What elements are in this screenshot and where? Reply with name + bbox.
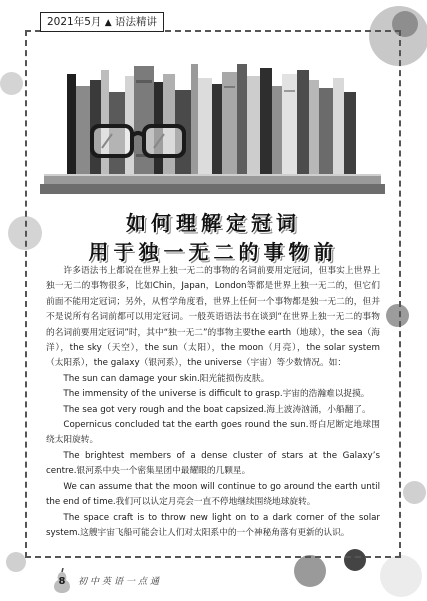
section-name: 语法精讲 (115, 16, 158, 28)
example-sentence: The sea got very rough and the boat capsized.海上波涛汹涌，小船翻了。 (63, 404, 371, 415)
decor-circle-bottom-mid (294, 555, 326, 587)
decor-circle-right-bottom (403, 481, 426, 504)
bookshelf-illustration (40, 50, 385, 198)
example-sentence: Copernicus concluded tat the earth goes round the sun.哥白尼断定地球围绕太阳旋转。 (46, 420, 380, 446)
article-title-line2: 用于独一无二的事物前 (88, 240, 339, 264)
section-header (40, 12, 164, 32)
decor-circle-bottom-right (380, 555, 422, 597)
article-title-line1: 如何理解定冠词 (126, 211, 301, 235)
example-sentence: The sun can damage your skin.阳光能损伤皮肤。 (63, 373, 270, 384)
page-number: 8 (58, 576, 66, 587)
decor-circle-left (0, 72, 23, 95)
decor-circle-bottom-left (6, 552, 26, 572)
publication-name: 初中英语一点通 (78, 577, 163, 587)
example-sentence: We can assume that the moon will continue to go around the earth until the end of time.我们可以认定月亮会一直不停地继续围绕地球旋转。 (46, 481, 380, 508)
paragraph-intro: 许多语法书上都说在世界上独一无二的事物的名词前要用定冠词，但事实上世界上独一无二的事物很多，比如Chin，Japan，London等都是世界上独一无二的，但它们前面不能用定冠词；另外，从哲学角度看，世界上任何一个事物都是独一无二的，但并不是说所有名词前都可以用定冠词。一般英语语法书在谈到“在世界上独一无二的事物的名词前要用定冠词”时，其中“独一无二”的事物主要the earth（地球），the sea（海洋），the sky（天空），the sun（太阳），the moon（月亮），the solar system（太阳系），the galaxy（银河系），the universe（宇宙）等少数情况。如： (46, 266, 380, 369)
article-body (46, 264, 380, 541)
issue-date: 2021年5月 (47, 16, 102, 28)
triangle-marker-icon: ▲ (104, 18, 112, 28)
example-sentence: The immensity of the universe is difficult to grasp.宇宙的浩瀚难以捉摸。 (63, 389, 370, 400)
example-sentence: The brightest members of a dense cluster of stars at the Galaxy’s centre.银河系中央一个密集星团中最耀眼的几颗星。 (46, 450, 380, 477)
example-sentence: The space craft is to throw new light on to a dark corner of the solar system.这艘宇宙飞船可能会让人们对太阳系中的一个神秘角落有更新的认识。 (46, 512, 380, 538)
